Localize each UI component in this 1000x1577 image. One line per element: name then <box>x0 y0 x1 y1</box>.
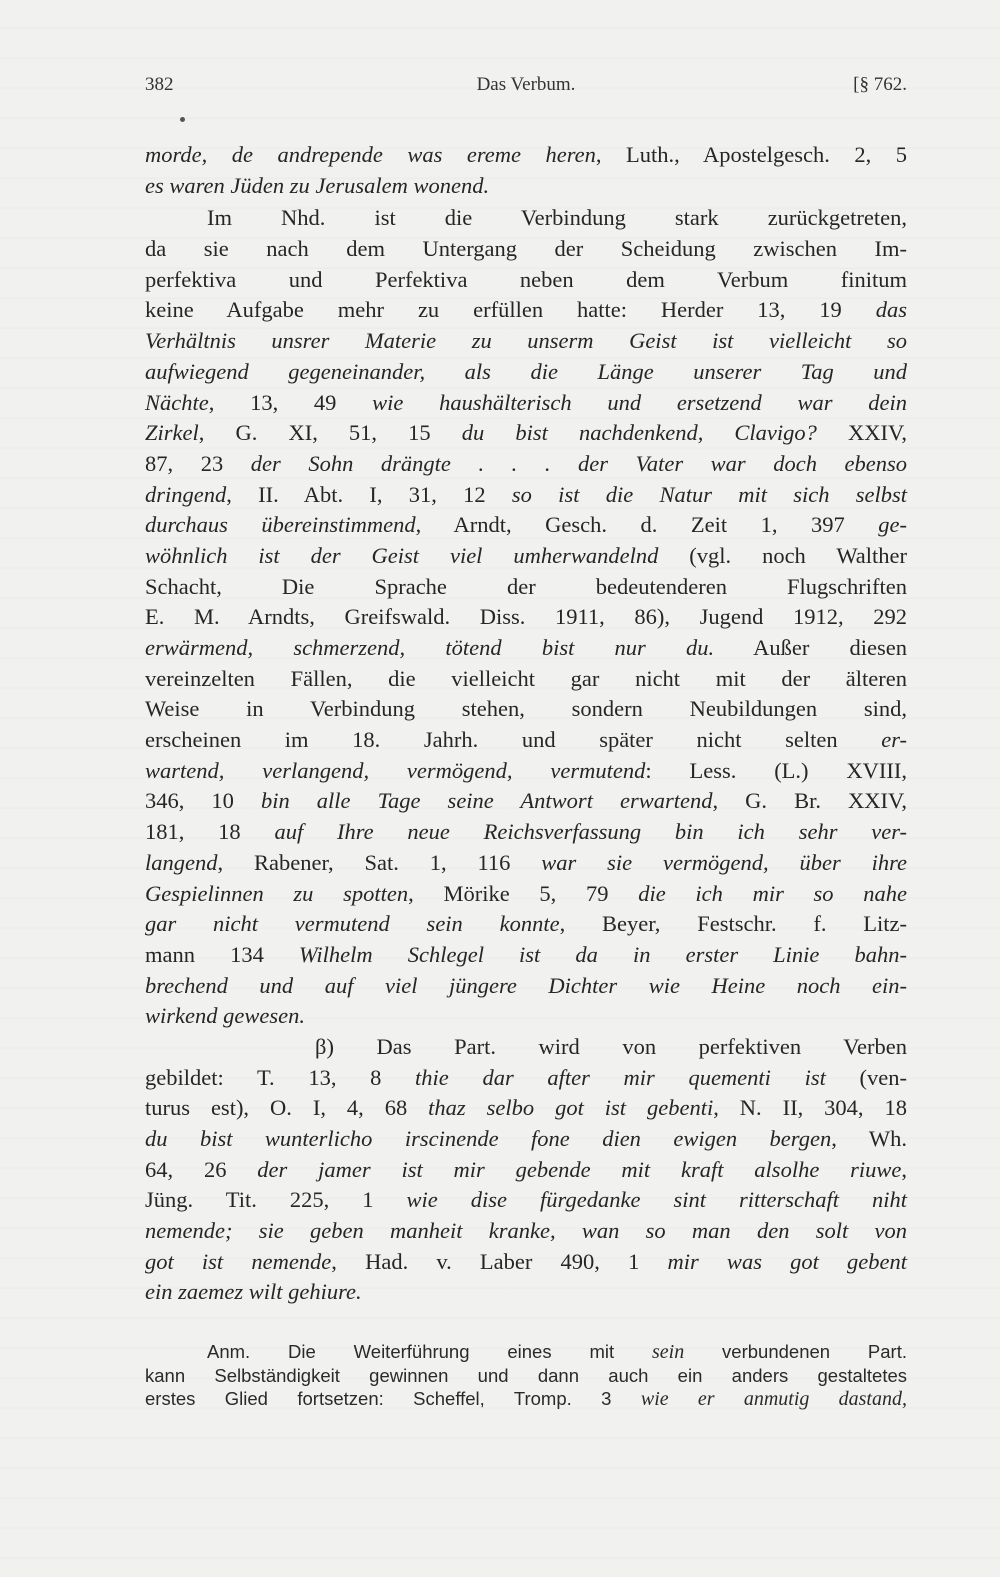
italic-quotation: thie dar after mir quementi ist <box>415 1064 826 1090</box>
italic-quotation: auf Ihre neue Reichsverfassung bin ich sehr ver- <box>274 819 907 845</box>
italic-quotation: morde, de andrepende was ereme heren <box>145 142 596 167</box>
roman-text: E. M. Arndts, Greifswald. Diss. 1911, 86), Jugend 1912, 292 <box>145 604 907 630</box>
text-line <box>145 664 907 695</box>
italic-quotation: wie haushälterisch und ersetzend war dein <box>372 389 907 415</box>
main-text <box>145 140 907 1308</box>
text-line <box>145 1185 907 1216</box>
text-line <box>145 140 907 171</box>
text-line <box>145 1063 907 1094</box>
footnote-anmerkung <box>145 1340 907 1411</box>
italic-quotation: so ist die Natur mit sich selbst <box>511 481 907 507</box>
roman-text: , Rabener, Sat. 1, 116 <box>217 849 542 875</box>
italic-quotation: gar nicht vermutend sein konnte <box>145 911 560 937</box>
roman-text: 181, 18 <box>145 819 275 845</box>
italic-quotation: wartend, verlangend, vermögend, vermutend <box>145 757 646 783</box>
roman-text: β) Das Part. wird von perfektiven Verben <box>315 1033 907 1059</box>
roman-text: kann Selbständigkeit gewinnen und dann auch ein anders gestaltetes <box>145 1364 907 1386</box>
italic-quotation: sein <box>651 1341 685 1363</box>
italic-quotation: er- <box>881 727 907 753</box>
roman-text: , Beyer, Festschr. f. Litz- <box>559 911 907 937</box>
roman-text: XXIV, <box>816 420 908 446</box>
text-line <box>145 694 907 725</box>
italic-quotation: got ist nemende <box>145 1248 332 1274</box>
text-line <box>145 171 907 202</box>
text-line <box>145 203 907 234</box>
italic-quotation: erwärmend, schmerzend, tötend bist nur du. <box>145 635 715 660</box>
text-line <box>145 572 907 603</box>
italic-quotation: Nächte <box>145 389 209 415</box>
page-number: 382 <box>145 74 174 95</box>
text-line <box>145 480 907 511</box>
text-line <box>145 940 907 971</box>
roman-text: , G. Br. XXIV, <box>712 788 907 814</box>
italic-quotation: wöhnlich ist der Geist viel umherwandelnd <box>145 542 659 568</box>
roman-text: : Less. (L.) XVIII, <box>645 757 908 783</box>
roman-text: Schacht, Die Sprache der bedeutenderen Flugschriften <box>145 573 907 599</box>
text-line <box>145 449 907 480</box>
italic-quotation: es waren Jüden zu Jerusalem wonend. <box>145 172 490 198</box>
italic-quotation: nemende; sie geben manheit kranke, wan so man den solt von <box>145 1218 907 1244</box>
text-line <box>145 879 907 910</box>
roman-text: , N. II, 304, 18 <box>713 1095 907 1121</box>
text-line <box>145 418 907 449</box>
roman-text: 64, 26 <box>145 1156 258 1182</box>
text-line <box>145 786 907 817</box>
text-line <box>145 725 907 756</box>
roman-text: vereinzelten Fällen, die vielleicht gar nicht mit der älteren <box>145 665 907 691</box>
text-line <box>145 817 907 848</box>
roman-text: Weise in Verbindung stehen, sondern Neubildungen sind, <box>145 696 907 722</box>
roman-text: , Arndt, Gesch. d. Zeit 1, 397 <box>415 512 879 538</box>
roman-text: erstes Glied fortsetzen: Scheffel, Tromp. 3 <box>145 1388 641 1409</box>
text-line <box>145 909 907 940</box>
text-line <box>145 602 907 633</box>
italic-quotation: durchaus übereinstimmend <box>145 512 416 538</box>
text-line <box>145 357 907 388</box>
roman-text: Im Nhd. ist die Verbindung stark zurückgetreten, <box>207 205 907 231</box>
italic-quotation: war sie vermögend, über ihre <box>541 849 907 875</box>
note-line <box>145 1364 907 1388</box>
text-line <box>145 1277 907 1308</box>
text-line <box>145 633 907 664</box>
note-line <box>145 1340 907 1364</box>
italic-quotation: Gespielinnen zu spotten <box>145 880 409 906</box>
italic-quotation: ge- <box>878 512 907 538</box>
roman-text: verbundenen Part. <box>684 1341 907 1362</box>
ink-speck <box>180 117 185 122</box>
text-line <box>145 756 907 787</box>
italic-quotation: das <box>875 297 907 323</box>
running-title: Das Verbum. <box>476 74 576 95</box>
italic-quotation: wie er anmutig dastand, <box>640 1388 907 1410</box>
italic-quotation: die ich mir so nahe <box>638 880 907 906</box>
roman-text: Jüng. Tit. 225, 1 <box>145 1187 407 1213</box>
italic-quotation: wie dise fürgedanke sint ritterschaft niht <box>406 1187 907 1213</box>
italic-quotation: brechend und auf viel jüngere Dichter wie Heine noch ein- <box>145 972 907 998</box>
text-line <box>145 1093 907 1124</box>
roman-text: , Had. v. Laber 490, 1 <box>331 1248 668 1274</box>
italic-quotation: dringend <box>145 481 227 507</box>
italic-quotation: Wilhelm Schlegel ist da in erster Linie bahn- <box>298 941 907 967</box>
roman-text: perfektiva und Perfektiva neben dem Verbum finitum <box>145 266 907 292</box>
roman-text: , Luth., Apostelgesch. 2, 5 <box>595 142 908 167</box>
text-line <box>145 1032 907 1063</box>
roman-text: 87, 23 <box>145 450 251 476</box>
italic-quotation: langend <box>145 849 218 875</box>
italic-quotation: wirkend gewesen. <box>145 1003 305 1029</box>
section-number: [§ 762. <box>853 74 907 95</box>
roman-text: Außer diesen <box>714 635 907 660</box>
roman-text: , Mörike 5, 79 <box>408 880 639 906</box>
text-line <box>145 541 907 572</box>
italic-quotation: mir was got gebent <box>667 1248 908 1274</box>
text-line <box>145 848 907 879</box>
roman-text: , G. XI, 51, 15 <box>198 420 462 446</box>
roman-text: mann 134 <box>145 941 299 967</box>
text-line <box>145 326 907 357</box>
text-line <box>145 510 907 541</box>
text-line <box>145 295 907 326</box>
italic-quotation: der jamer ist mir gebende mit kraft alsolhe riuwe <box>257 1156 902 1182</box>
roman-text: da sie nach dem Untergang der Scheidung zwischen Im- <box>145 236 907 262</box>
italic-quotation: der Sohn drängte . . . der Vater war doch ebenso <box>250 450 908 476</box>
roman-text: Anm. Die Weiterführung eines mit <box>207 1341 652 1362</box>
text-line <box>145 1247 907 1278</box>
text-line <box>145 971 907 1002</box>
text-line <box>145 1155 907 1186</box>
roman-text: , <box>901 1156 908 1182</box>
roman-text: (vgl. noch Walther <box>658 542 907 568</box>
italic-quotation: Zirkel <box>145 420 199 446</box>
note-line <box>145 1387 907 1411</box>
text-line <box>145 388 907 419</box>
italic-quotation: Verhältnis unsrer Materie zu unserm Geist ist vielleicht so <box>145 328 907 354</box>
italic-quotation: aufwiegend gegeneinander, als die Länge unserer Tag und <box>145 358 907 384</box>
text-line <box>145 1001 907 1032</box>
roman-text: , Wh. <box>831 1126 907 1151</box>
text-line <box>145 265 907 296</box>
italic-quotation: bin alle Tage seine Antwort erwartend <box>260 788 713 814</box>
roman-text: , 13, 49 <box>208 389 373 415</box>
roman-text: erscheinen im 18. Jahrh. und später nicht selten <box>145 727 882 753</box>
roman-text: turus est), O. I, 4, 68 <box>145 1095 429 1121</box>
roman-text: gebildet: T. 13, 8 <box>145 1064 416 1090</box>
roman-text: (ven- <box>825 1064 907 1090</box>
roman-text: keine Aufgabe mehr zu erfüllen hatte: Herder 13, 19 <box>145 297 876 323</box>
italic-quotation: du bist wunterlicho irscinende fone dien ewigen bergen <box>145 1126 832 1151</box>
text-line <box>145 1216 907 1247</box>
text-line <box>145 1124 907 1155</box>
italic-quotation: ein zaemez wilt gehiure. <box>145 1279 362 1305</box>
running-head <box>145 74 907 102</box>
roman-text: 346, 10 <box>145 788 261 814</box>
italic-quotation: thaz selbo got ist gebenti <box>428 1095 714 1121</box>
italic-quotation: du bist nachdenkend, Clavigo? <box>461 420 817 446</box>
text-line <box>145 234 907 265</box>
roman-text: , II. Abt. I, 31, 12 <box>226 481 512 507</box>
